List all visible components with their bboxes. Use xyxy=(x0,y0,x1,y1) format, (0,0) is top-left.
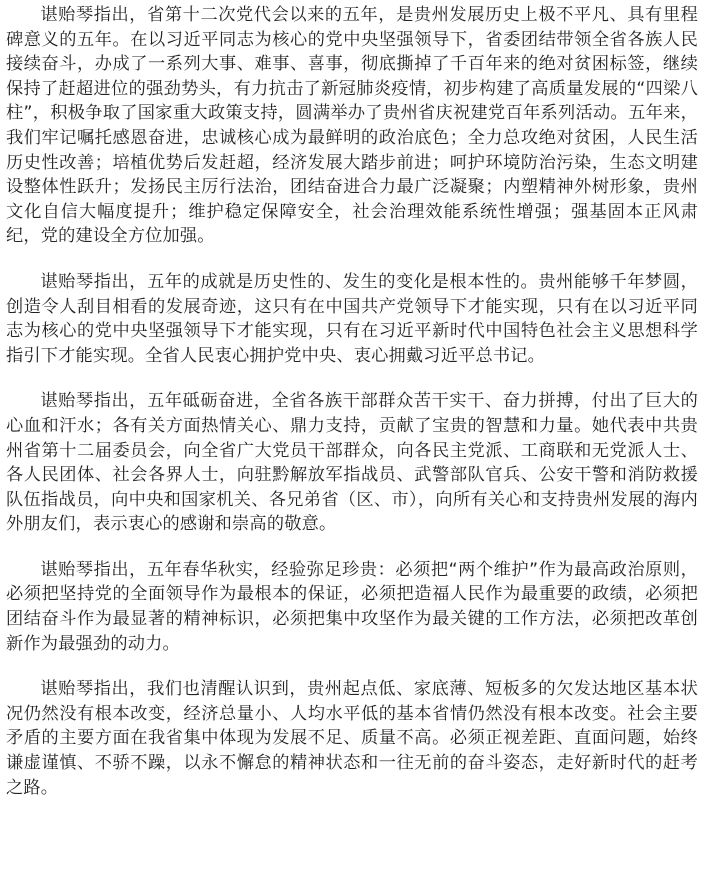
paragraph-5: 谌贻琴指出，我们也清醒认识到，贵州起点低、家底薄、短板多的欠发达地区基本状况仍然没有根本改变，经济总量小、人均水平低的基本省情仍然没有根本改变。社会主要矛盾的主要方面在我省集中体现为发展不足、质量不高。必须正视差距、直面问题，始终谦虚谨慎、不骄不躁，以永不懈怠的精神状态和一往无前的奋斗姿态，走好新时代的赶考之路。 xyxy=(6,679,698,798)
paragraph-4: 谌贻琴指出，五年春华秋实，经验弥足珍贵：必须把“两个维护”作为最高政治原则，必须把坚持党的全面领导作为最根本的保证，必须把造福人民作为最重要的政绩，必须把团结奋斗作为最显著的精神标识，必须把集中攻坚作为最关键的工作方法，必须把改革创新作为最强劲的动力。 xyxy=(6,559,698,654)
paragraph-1: 谌贻琴指出，省第十二次党代会以来的五年，是贵州发展历史上极不平凡、具有里程碑意义的五年。在以习近平同志为核心的党中央坚强领导下，省委团结带领全省各族人民接续奋斗，办成了一系列大事、难事、喜事，彻底撕掉了千百年来的绝对贫困标签，继续保持了赶超进位的强劲势头，有力抗击了新冠肺炎疫情，初步构建了高质量发展的“四梁八柱”，积极争取了国家重大政策支持，圆满举办了贵州省庆祝建党百年系列活动。五年来，我们牢记嘱托感恩奋进，忠诚核心成为最鲜明的政治底色；全力总攻绝对贫困，人民生活历史性改善；培植优势后发赶超，经济发展大踏步前进；呵护环境防治污染，生态文明建设整体性跃升；发扬民主厉行法治，团结奋进合力最广泛凝聚；内塑精神外树形象，贵州文化自信大幅度提升；维护稳定保障安全，社会治理效能系统性增强；强基固本正风肃纪，党的建设全方位加强。 xyxy=(6,5,698,247)
paragraph-3: 谌贻琴指出，五年砥砺奋进，全省各族干部群众苦干实干、奋力拼搏，付出了巨大的心血和汗水；各有关方面热情关心、鼎力支持，贡献了宝贵的智慧和力量。她代表中共贵州省第十二届委员会，向全省广大党员干部群众，向各民主党派、工商联和无党派人士、各人民团体、社会各界人士，向驻黔解放军指战员、武警部队官兵、公安干警和消防救援队伍指战员，向中央和国家机关、各兄弟省（区、市），向所有关心和支持贵州发展的海内外朋友们，表示衷心的感谢和崇高的敬意。 xyxy=(6,391,698,535)
paragraph-2: 谌贻琴指出，五年的成就是历史性的、发生的变化是根本性的。贵州能够千年梦圆，创造令人刮目相看的发展奇迹，这只有在中国共产党领导下才能实现，只有在以习近平同志为核心的党中央坚强领导下才能实现，只有在习近平新时代中国特色社会主义思想科学指引下才能实现。全省人民衷心拥护党中央、衷心拥戴习近平总书记。 xyxy=(6,271,698,366)
